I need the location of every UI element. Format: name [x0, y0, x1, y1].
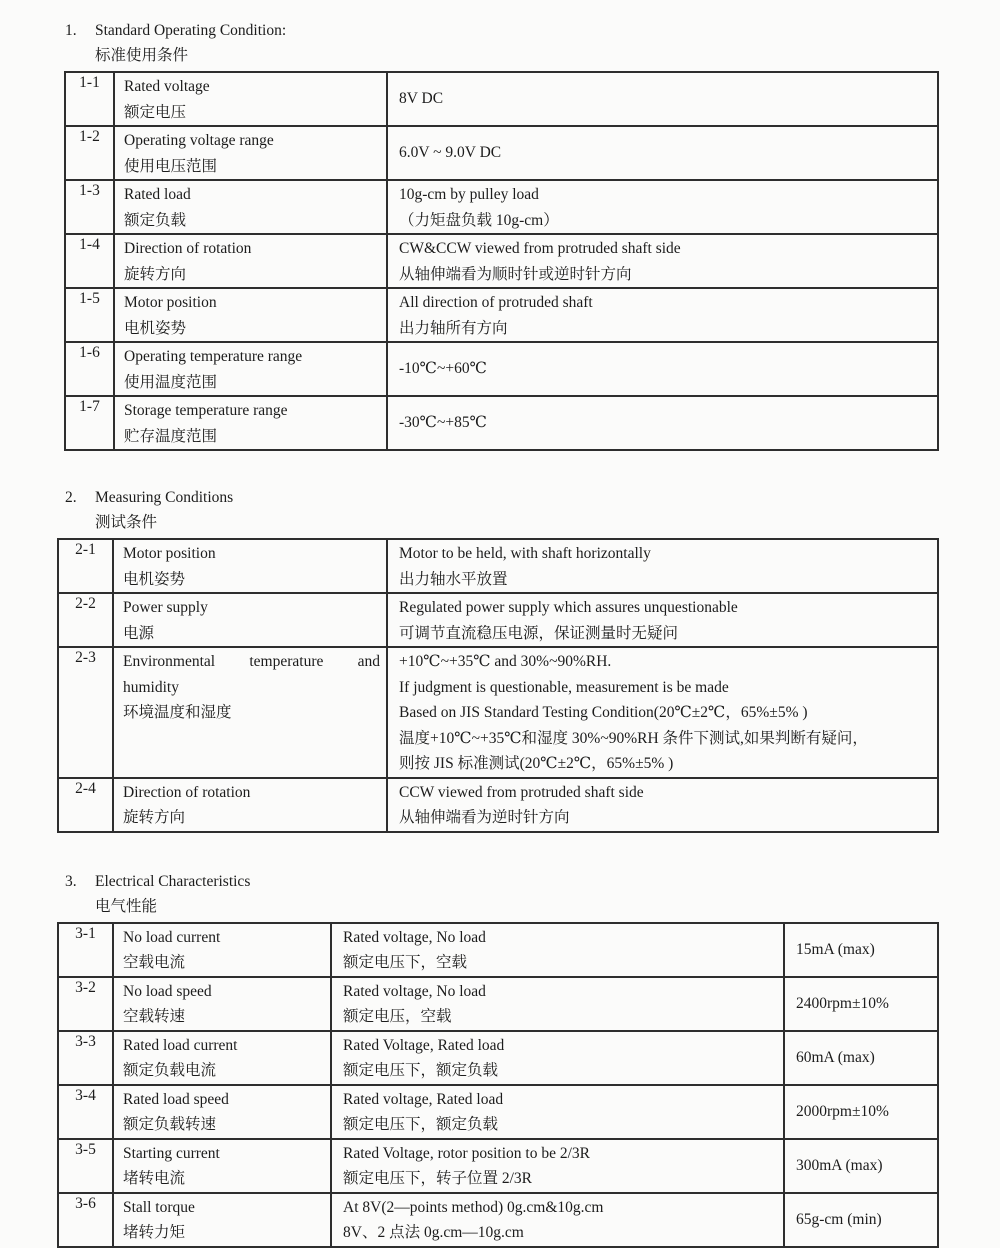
value-text: CW&CCW viewed from protruded shaft side: [399, 240, 681, 257]
condition-cell: [331, 1085, 784, 1139]
item-cell: [113, 1085, 331, 1139]
condition-text-en: Rated voltage, No load: [343, 928, 486, 946]
spec-value: 2000rpm±10%: [796, 1102, 889, 1120]
item-text-zh: 旋转方向: [124, 265, 187, 283]
item-cell: [113, 778, 387, 832]
spec-value: 15mA (max): [796, 940, 875, 958]
item-cell: [113, 647, 387, 778]
section-2-title: Measuring Conditions: [95, 489, 234, 506]
row-id-cell: 3-5: [58, 1139, 113, 1193]
spec-cell: [784, 1031, 938, 1085]
section-3-heading: [65, 869, 1000, 894]
item-cell: [113, 1139, 331, 1193]
spec-value: 60mA (max): [796, 1048, 875, 1066]
value-text: Regulated power supply which assures unquestionable: [399, 599, 738, 616]
table-row: [65, 342, 938, 396]
spec-cell: [784, 1085, 938, 1139]
condition-text-en: Rated voltage, No load: [343, 982, 486, 1000]
item-text-zh: 贮存温度范围: [124, 427, 218, 445]
table-row: [65, 288, 938, 342]
condition-text-en: At 8V(2—points method) 0g.cm&10g.cm: [343, 1198, 604, 1216]
section-electrical-characteristics: [0, 869, 1000, 1248]
table-row: [65, 234, 938, 288]
section-2-number: 2.: [65, 489, 77, 506]
value-cell: [387, 778, 938, 832]
row-id-cell: 2-2: [58, 593, 113, 647]
condition-cell: [331, 923, 784, 977]
item-text-zh: 额定负载: [124, 211, 187, 229]
item-text-zh: 电源: [123, 624, 155, 642]
table-row: [58, 977, 938, 1031]
item-text-en: Rated voltage: [124, 78, 210, 95]
item-text-en: Rated load: [124, 186, 191, 203]
row-id-cell: 1-7: [65, 396, 114, 450]
item-cell: [114, 396, 387, 450]
value-text-line5: 则按 JIS 标准测试(20℃±2℃，65%±5% ): [399, 755, 674, 772]
table-row: [58, 1139, 938, 1193]
section-2-subtitle-zh: 测试条件: [95, 514, 158, 531]
value-text-zh: 从轴伸端看为逆时针方向: [399, 809, 570, 826]
item-cell: [113, 539, 387, 593]
item-text-en: Operating temperature range: [124, 348, 303, 365]
item-text-en: Direction of rotation: [123, 783, 251, 801]
row-id-cell: 1-5: [65, 288, 114, 342]
value-text-line1: +10℃~+35℃ and 30%~90%RH.: [399, 653, 612, 670]
row-id-cell: 3-2: [58, 977, 113, 1031]
row-id-cell: 2-4: [58, 778, 113, 832]
table-row: [58, 647, 938, 778]
item-text-en: Stall torque: [123, 1198, 195, 1216]
section-measuring-conditions: [0, 485, 1000, 833]
row-id-cell: 1-4: [65, 234, 114, 288]
item-text-en: Rated load speed: [123, 1090, 229, 1108]
spec-value: 2400rpm±10%: [796, 994, 889, 1012]
value-cell: [387, 288, 938, 342]
spec-value: 65g-cm (min): [796, 1210, 882, 1228]
condition-text-zh: 额定电压下，空载: [343, 954, 468, 971]
value-text: 8V DC: [399, 90, 444, 108]
value-text-line4: 温度+10℃~+35℃和湿度 30%~90%RH 条件下测试,如果判断有疑问，: [399, 729, 868, 747]
condition-text-en: Rated Voltage, rotor position to be 2/3R: [343, 1144, 590, 1162]
item-text-en: Rated load current: [123, 1036, 238, 1054]
item-text-zh: 使用电压范围: [124, 157, 218, 175]
standard-operating-condition-table: [64, 71, 939, 451]
item-text-zh: 额定负载转速: [123, 1116, 217, 1133]
condition-text-en: Rated Voltage, Rated load: [343, 1036, 505, 1054]
row-id-cell: 3-3: [58, 1031, 113, 1085]
item-text-zh: 额定负载电流: [123, 1062, 217, 1079]
item-text-en: Storage temperature range: [124, 402, 288, 419]
spec-cell: [784, 1139, 938, 1193]
item-text-en: No load current: [123, 928, 221, 946]
section-1-number: 1.: [65, 22, 77, 39]
item-cell: [114, 234, 387, 288]
section-2-heading: [65, 485, 1000, 510]
value-cell: [387, 647, 938, 778]
item-cell: [113, 1031, 331, 1085]
condition-cell: [331, 1139, 784, 1193]
item-text-zh: 空载电流: [123, 954, 186, 971]
table-row: [65, 72, 938, 126]
item-cell: [114, 288, 387, 342]
value-text-line2: If judgment is questionable, measurement is be made: [399, 678, 729, 696]
row-id-cell: 1-6: [65, 342, 114, 396]
item-text-en: No load speed: [123, 982, 212, 1000]
item-text-zh: 旋转方向: [123, 809, 186, 826]
spec-cell: [784, 977, 938, 1031]
item-text-en-line2: humidity: [123, 678, 179, 696]
electrical-characteristics-table: [57, 922, 939, 1248]
condition-text-zh: 额定电压下，转子位置 2/3R: [343, 1170, 533, 1187]
condition-text-zh: 8V、2 点法 0g.cm—10g.cm: [343, 1224, 524, 1241]
item-text-zh: 电机姿势: [123, 570, 186, 588]
value-cell: [387, 342, 938, 396]
table-row: [65, 180, 938, 234]
value-text-line3: Based on JIS Standard Testing Condition(20℃±2℃，65%±5% ): [399, 704, 808, 721]
condition-cell: [331, 977, 784, 1031]
item-cell: [114, 126, 387, 180]
value-text: Motor to be held, with shaft horizontally: [399, 545, 651, 562]
value-text-zh: （力矩盘负载 10g-cm）: [399, 211, 559, 229]
item-text-zh: 电机姿势: [124, 319, 187, 337]
item-cell: [114, 180, 387, 234]
value-text: 10g-cm by pulley load: [399, 186, 539, 203]
section-1-subtitle-zh: 标准使用条件: [95, 47, 189, 64]
table-row: [58, 778, 938, 832]
table-row: [58, 593, 938, 647]
row-id-cell: 3-6: [58, 1193, 113, 1247]
item-text-zh: 堵转力矩: [123, 1224, 186, 1241]
value-cell: [387, 396, 938, 450]
row-id-cell: 1-1: [65, 72, 114, 126]
section-1-title: Standard Operating Condition:: [95, 22, 287, 39]
condition-text-en: Rated voltage, Rated load: [343, 1090, 504, 1108]
value-cell: [387, 72, 938, 126]
section-3-number: 3.: [65, 872, 77, 890]
value-cell: [387, 539, 938, 593]
value-text: 6.0V ~ 9.0V DC: [399, 144, 502, 162]
value-text-zh: 出力轴水平放置: [399, 570, 508, 588]
item-text-zh: 空载转速: [123, 1008, 186, 1025]
item-text-en: Operating voltage range: [124, 132, 274, 149]
item-text-en-line1: Environmental temperature and: [123, 653, 380, 670]
row-id-cell: 2-1: [58, 539, 113, 593]
spec-value: 300mA (max): [796, 1156, 883, 1174]
table-row: [58, 1031, 938, 1085]
value-text-zh: 可调节直流稳压电源，保证测量时无疑问: [399, 624, 679, 642]
value-cell: [387, 234, 938, 288]
item-text-en: Starting current: [123, 1144, 220, 1162]
item-cell: [113, 977, 331, 1031]
value-text: -30℃~+85℃: [399, 414, 487, 432]
item-text-en: Direction of rotation: [124, 240, 252, 257]
table-row: [58, 923, 938, 977]
condition-text-zh: 额定电压下，额定负载: [343, 1062, 499, 1079]
value-cell: [387, 180, 938, 234]
item-text-en: Motor position: [123, 545, 216, 562]
condition-text-zh: 额定电压下，额定负载: [343, 1116, 499, 1133]
item-cell: [114, 342, 387, 396]
item-text-zh: 使用温度范围: [124, 373, 218, 391]
value-cell: [387, 126, 938, 180]
value-text-zh: 从轴伸端看为顺时针或逆时针方向: [399, 265, 632, 283]
table-row: [65, 396, 938, 450]
condition-text-zh: 额定电压，空载: [343, 1008, 452, 1025]
condition-cell: [331, 1031, 784, 1085]
value-text: All direction of protruded shaft: [399, 294, 593, 311]
section-standard-operating-condition: [0, 0, 1000, 451]
item-text-en: Power supply: [123, 599, 208, 616]
value-text: CCW viewed from protruded shaft side: [399, 783, 644, 801]
row-id-cell: 1-2: [65, 126, 114, 180]
value-cell: [387, 593, 938, 647]
item-text-zh: 堵转电流: [123, 1170, 186, 1187]
table-row: [58, 1085, 938, 1139]
item-text-zh: 环境温度和湿度: [123, 704, 232, 721]
measuring-conditions-table: [57, 538, 939, 833]
row-id-cell: 3-1: [58, 923, 113, 977]
row-id-cell: 1-3: [65, 180, 114, 234]
item-cell: [114, 72, 387, 126]
item-cell: [113, 593, 387, 647]
row-id-cell: 2-3: [58, 647, 113, 778]
spec-cell: [784, 923, 938, 977]
table-row: [65, 126, 938, 180]
item-text-en: Motor position: [124, 294, 217, 311]
row-id-cell: 3-4: [58, 1085, 113, 1139]
item-text-zh: 额定电压: [124, 103, 187, 121]
value-text-zh: 出力轴所有方向: [399, 319, 508, 337]
section-3-subtitle-zh: 电气性能: [95, 897, 158, 915]
section-1-heading: [65, 0, 1000, 43]
value-text: -10℃~+60℃: [399, 360, 487, 378]
item-cell: [113, 923, 331, 977]
table-row: [58, 539, 938, 593]
section-3-title: Electrical Characteristics: [95, 872, 251, 890]
